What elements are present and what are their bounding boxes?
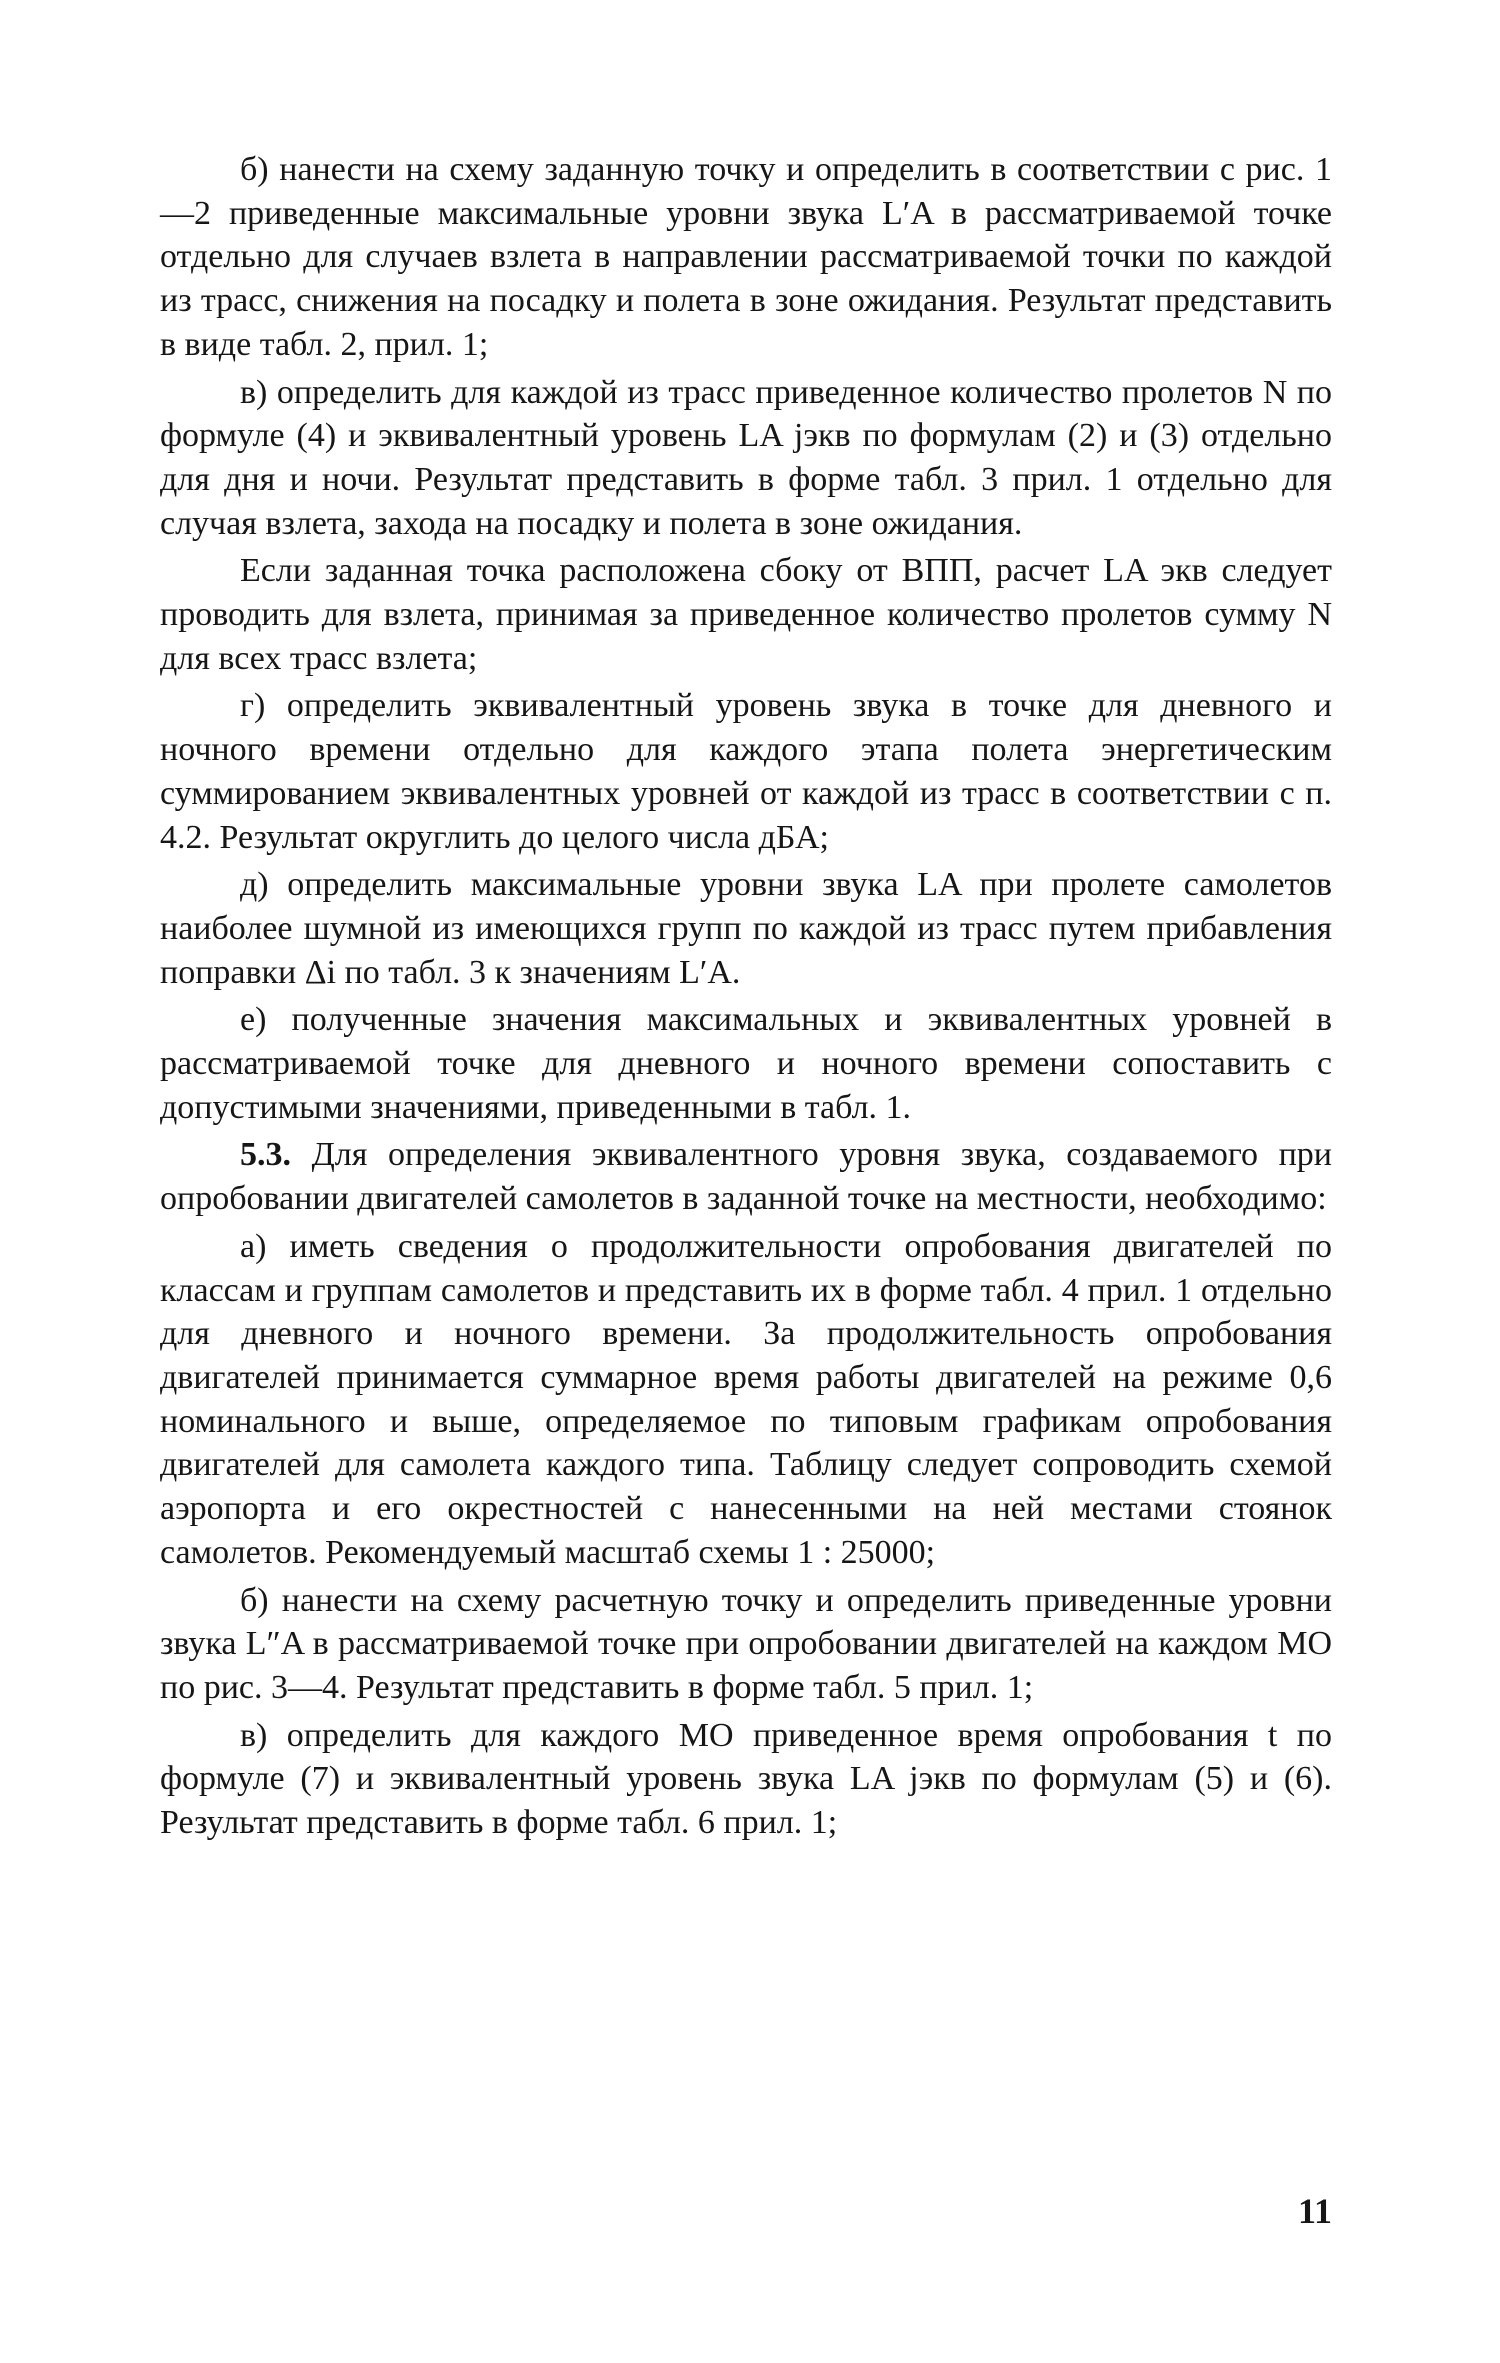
paragraph-a-engine-test: а) иметь сведения о продолжительности опробования двигателей по классам и группам самолетов и представить их в форме табл. 4 прил. 1 отдельно для дневного и ночного времени. За продолжительность опробования двигателей принимается суммарное время работы двигателей на режиме 0,6 номинального и выше, определяемое по типовым графикам опробования двигателей для самолета каждого типа. Таблицу следует сопроводить схемой аэропорта и его окрестностей с нанесенными на ней местами стоянок самолетов. Рекомендуемый масштаб схемы 1 : 25000; [160, 1227, 1332, 1571]
section-text: Для определения эквивалентного уровня звука, создаваемого при опробовании двигателей самолетов в заданной точке на местности, необходимо: [160, 1136, 1332, 1218]
paragraph-d-max-levels: д) определить максимальные уровни звука LA при пролете самолетов наиболее шумной из имеющихся групп по каждой из трасс путем прибавления поправки Δi по табл. 3 к значениям L′A. [160, 866, 1332, 991]
paragraph-v-flight-count: в) определить для каждой из трасс приведенное количество пролетов N по формуле (4) и эквивалентный уровень LA jэкв по формулам (2) и (3) отдельно для дня и ночи. Результат представить в форме табл. 3 прил. 1 отдельно для случая взлета, захода на посадку и полета в зоне ожидания. [160, 373, 1332, 542]
page-number: 11 [1297, 2191, 1332, 2231]
paragraph-e-compare: е) полученные значения максимальных и эквивалентных уровней в рассматриваемой точке для дневного и ночного времени сопоставить с допустимыми значениями, приведенными в табл. 1. [160, 1001, 1332, 1126]
paragraph-g-equivalent-level: г) определить эквивалентный уровень звука в точке для дневного и ночного времени отдельно для каждого этапа полета энергетическим суммированием эквивалентных уровней от каждой из трасс в соответствии с п. 4.2. Результат округлить до целого числа дБА; [160, 687, 1332, 856]
section-number: 5.3. [240, 1136, 291, 1174]
document-body [160, 148, 1332, 1849]
paragraph-side-runway: Если заданная точка расположена сбоку от ВПП, расчет LA экв следует проводить для взлета, принимая за приведенное количество пролетов сумму N для всех трасс взлета; [160, 552, 1332, 677]
section-5-3 [160, 1133, 1332, 1220]
paragraph-b-noise-levels: б) нанести на схему заданную точку и определить в соответствии с рис. 1—2 приведенные максимальные уровни звука L′A в рассматриваемой точке отдельно для случаев взлета в направлении рассматриваемой точки по каждой из трасс, снижения на посадку и полета в зоне ожидания. Результат представить в виде табл. 2, прил. 1; [160, 151, 1332, 363]
paragraph-b-calc-point: б) нанести на схему расчетную точку и определить приведенные уровни звука L″A в рассматриваемой точке при опробовании двигателей на каждом МО по рис. 3—4. Результат представить в форме табл. 5 прил. 1; [160, 1581, 1332, 1706]
paragraph-v-test-time: в) определить для каждого МО приведенное время опробования t по формуле (7) и эквивалентный уровень звука LA jэкв по формулам (5) и (6). Результат представить в форме табл. 6 прил. 1; [160, 1716, 1332, 1842]
